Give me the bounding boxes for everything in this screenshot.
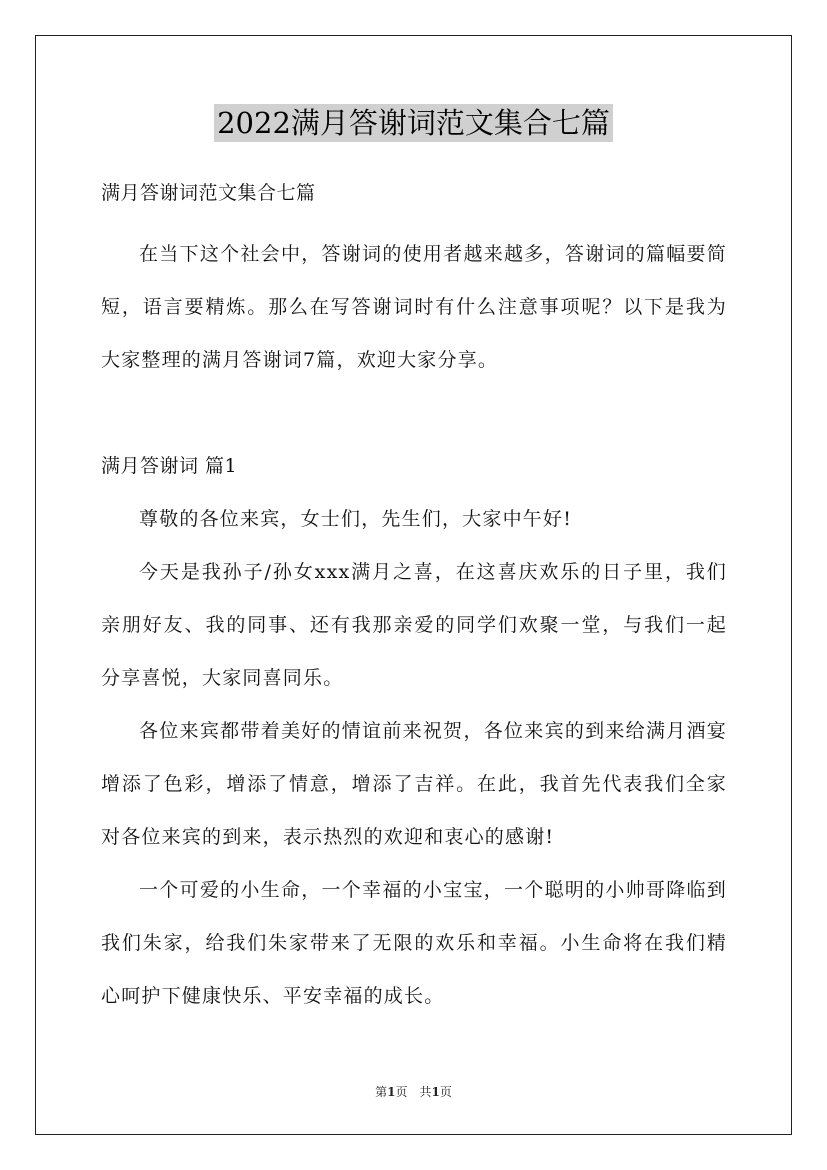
section-heading: 满月答谢词 篇1 [101,455,238,477]
section-paragraph: 尊敬的各位来宾，女士们，先生们，大家中午好! [139,508,573,530]
document-subtitle: 满月答谢词范文集合七篇 [101,182,316,204]
spacer [101,387,727,440]
footer-page-middle: 页 共 [395,1085,432,1099]
section-paragraph: 各位来宾都带着美好的情谊前来祝贺，各位来宾的到来给满月酒宴增添了色彩，增添了情意，增添了吉祥。在此，我首先代表我们全家对各位来宾的到来，表示热烈的欢迎和衷心的感谢! [101,720,727,848]
section-paragraph: 今天是我孙子/孙女xxx满月之喜，在这喜庆欢乐的日子里，我们亲朋好友、我的同事、还有我那亲爱的同学们欢聚一堂，与我们一起分享喜悦，大家同喜同乐。 [101,561,727,689]
footer-page-suffix: 页 [439,1085,452,1099]
section-paragraph: 一个可爱的小生命，一个幸福的小宝宝，一个聪明的小帅哥降临到我们朱家，给我们朱家带来了无限的欢乐和幸福。小生命将在我们精心呵护下健康快乐、平安幸福的成长。 [101,879,727,1007]
footer-page-current: 1 [387,1085,396,1099]
document-body [101,177,727,1023]
footer-page-total: 1 [431,1085,440,1099]
intro-paragraph: 在当下这个社会中，答谢词的使用者越来越多，答谢词的篇幅要简短，语言要精炼。那么在写答谢词时有什么注意事项呢？以下是我为大家整理的满月答谢词7篇，欢迎大家分享。 [101,243,727,371]
document-title [0,104,827,142]
document-title-text: 2022满月答谢词范文集合七篇 [214,104,613,142]
page-footer [0,1083,827,1100]
footer-page-prefix: 第 [375,1085,388,1099]
